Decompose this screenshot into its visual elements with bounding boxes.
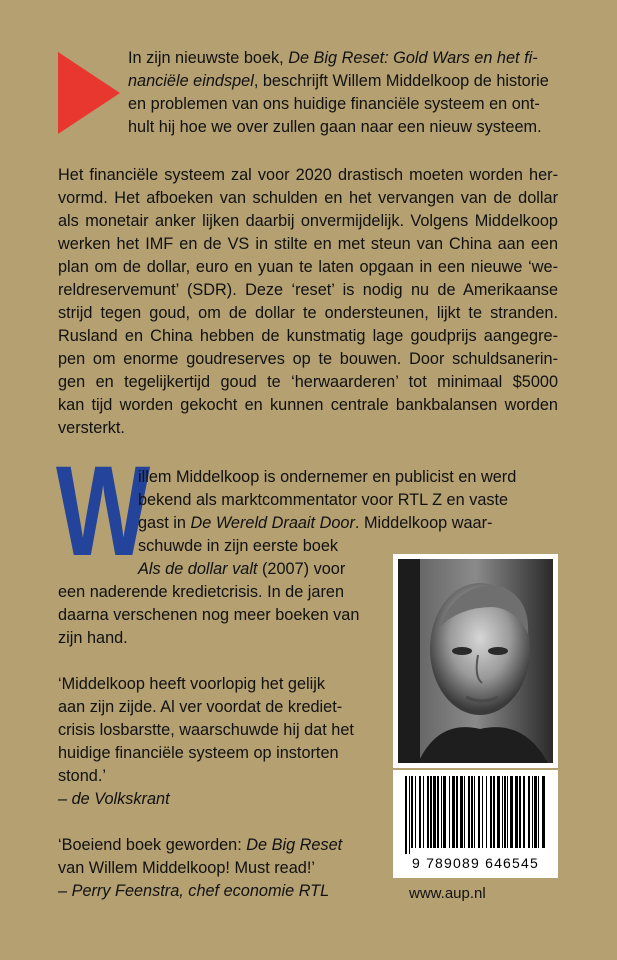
barcode-bar [528, 776, 530, 848]
barcode-bar [507, 776, 508, 848]
quote-line: van Willem Middelkoop! Must read!’ [58, 859, 315, 877]
intro-text: In zijn nieuwste boek, [128, 49, 289, 67]
book-title: De Big Reset: Gold Wars en het fi- [288, 49, 538, 67]
barcode-bar [456, 776, 458, 848]
author-paragraph [138, 466, 558, 558]
barcode-bar [482, 776, 483, 848]
body-line: als monetair anker lijken daarbij onvermijdelijk. Volgens Middelkoop [58, 212, 558, 230]
barcode-bar [534, 776, 537, 848]
quote-line [58, 834, 388, 857]
barcode-bar [504, 776, 506, 848]
quote-volkskrant-source [58, 788, 170, 811]
barcode-bar [452, 776, 455, 848]
body-line: kan tijd worden gekocht en kunnen centrale bankbalansen worden [58, 396, 558, 414]
author-line: zijn hand. [58, 629, 128, 647]
body-line: gen en tegelijkertijd goud te ‘herwaarderen’ tot minimaal $5000 [58, 373, 558, 391]
quote-source-text: – Perry Feenstra, chef economie RTL [58, 882, 330, 900]
barcode-bar [468, 776, 470, 848]
body-line: strijd tegen goud, om de dollar te ondersteunen, lijkt te stranden. [58, 304, 558, 322]
tv-show-title: De Wereld Draait Door [190, 514, 355, 532]
quote-line: ‘Middelkoop heeft voorlopig het gelijk [58, 675, 325, 693]
barcode [393, 770, 558, 878]
barcode-bar [519, 776, 521, 848]
barcode-bar [437, 776, 439, 848]
author-portrait-image [398, 559, 553, 763]
author-photo [393, 554, 558, 768]
barcode-bar [460, 776, 463, 848]
author-line: een naderende kredietcrisis. In de jaren [58, 583, 345, 601]
barcode-bar [409, 776, 410, 854]
barcode-bar [433, 776, 436, 848]
barcode-bar [538, 776, 539, 848]
red-triangle-icon [58, 52, 120, 134]
body-line: pen om enorme goudreserves op te bouwen. Door schuldsanerin- [58, 350, 558, 368]
book-title: nanciële eindspel [128, 72, 254, 90]
barcode-bar [474, 776, 475, 848]
body-line: versterkt. [58, 419, 125, 437]
quote-source [58, 880, 388, 903]
intro-line: en problemen van ons huidige financiële systeem en ont- [128, 95, 540, 113]
barcode-bar [478, 776, 480, 848]
author-line: daarna verschenen nog meer boeken van [58, 606, 360, 624]
barcode-bar [490, 776, 492, 848]
quote-source [58, 788, 170, 811]
author-paragraph-cont [58, 558, 388, 650]
barcode-bar [542, 776, 545, 848]
body-line: vormd. Het afboeken van schulden en het vervangen van de dollar [58, 189, 558, 207]
quote-line: aan zijn zijde. Al ver voordat de krediet- [58, 698, 343, 716]
barcode-bar [441, 776, 442, 848]
barcode-bar [443, 776, 446, 848]
intro-text: , beschrijft Willem Middelkoop de historie [253, 72, 549, 90]
barcode-bar [532, 776, 533, 848]
barcode-bar [415, 776, 416, 848]
body-paragraph [58, 164, 558, 440]
author-line [58, 558, 388, 581]
body-line: werken het IMF en de VS in stilte en met steun van China aan een [58, 235, 558, 253]
quote-line: huidige financiële systeem op instorten [58, 744, 339, 762]
barcode-bar [427, 776, 429, 848]
barcode-bar [423, 776, 424, 848]
quote-text: ‘Boeiend boek geworden: [58, 836, 247, 854]
intro-line [128, 47, 558, 70]
barcode-bar [419, 776, 421, 848]
publisher-website: www.aup.nl [409, 885, 486, 902]
isbn-number: 9 789089 646545 [412, 855, 539, 871]
barcode-bar [464, 776, 465, 848]
body-line: plan om de dollar, euro en yuan te laten opgaan in een nieuwe ‘we- [58, 258, 558, 276]
body-line: Het financiële systeem zal voor 2020 drastisch moeten worden her- [58, 166, 558, 184]
barcode-bars-icon [399, 776, 552, 854]
quote-volkskrant [58, 673, 388, 788]
dropcap-letter: W [56, 440, 151, 583]
barcode-bar [510, 776, 513, 848]
author-line [138, 512, 558, 535]
barcode-bar [515, 776, 518, 848]
barcode-bar [502, 776, 503, 848]
intro-paragraph [128, 47, 558, 139]
barcode-bar [493, 776, 495, 848]
body-line: reldreservemunt’ (SDR). Deze ‘reset’ is nodig nu de Amerikaanse [58, 281, 558, 299]
author-text: (2007) voor [257, 560, 346, 578]
quote-line: crisis losbarstte, waarschuwde hij dat het [58, 721, 354, 739]
barcode-bar [523, 776, 525, 848]
author-text: . Middelkoop waar- [354, 514, 493, 532]
author-line: bekend als marktcommentator voor RTL Z en vaste [138, 491, 509, 509]
barcode-bar [497, 776, 500, 848]
barcode-bar [449, 776, 450, 848]
author-line: schuwde in zijn eerste boek [138, 537, 339, 555]
body-line: Rusland en China hebben de kunstmatig lage goudprijs aangegre- [58, 327, 558, 345]
author-text: gast in [138, 514, 191, 532]
book-title: De Big Reset [246, 836, 343, 854]
barcode-bar [471, 776, 473, 848]
barcode-bar [430, 776, 432, 848]
barcode-bar [411, 776, 413, 848]
barcode-bar [486, 776, 487, 848]
intro-line: hult hij hoe we over zullen gaan naar een nieuw systeem. [128, 118, 542, 136]
quote-line: stond.’ [58, 767, 106, 785]
quote-source-text: – de Volkskrant [58, 790, 170, 808]
author-line: illem Middelkoop is ondernemer en publicist en werd [138, 468, 517, 486]
intro-line [128, 70, 558, 93]
quote-rtl [58, 834, 388, 903]
barcode-bar [405, 776, 407, 854]
first-book-title: Als de dollar valt [138, 560, 258, 578]
